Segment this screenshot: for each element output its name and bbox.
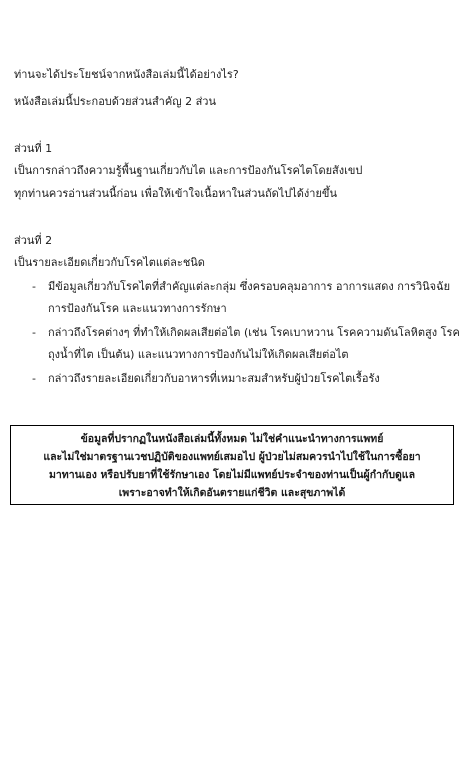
bullet-text: กล่าวถึงโรคต่างๆ ที่ทำให้เกิดผลเสียต่อไต (เช่น โรคเบาหวาน โรคความดันโลหิตสูง โรคถุงน้ำที่ไต เป็นต้น) และแนวทางการป้องกันไม่ให้เกิดผลเสียต่อไต <box>48 326 460 361</box>
part2-line1: เป็นรายละเอียดเกี่ยวกับโรคไตแต่ละชนิด <box>14 256 205 269</box>
bullet-text: มีข้อมูลเกี่ยวกับโรคไตที่สำคัญแต่ละกลุ่ม ซึ่งครอบคลุมอาการ อาการแสดง การวินิจฉัย การป้องกันโรค และแนวทางการรักษา <box>48 280 451 315</box>
disclaimer-box <box>10 425 454 505</box>
disclaimer-line: เพราะอาจทำให้เกิดอันตรายแก่ชีวิต และสุขภาพได้ <box>118 487 346 499</box>
bullet-dash: - <box>32 372 36 385</box>
part1-line1: เป็นการกล่าวถึงความรู้พื้นฐานเกี่ยวกับไต และการป้องกันโรคไตโดยสังเขป <box>14 164 363 177</box>
bullet-dash: - <box>32 326 36 339</box>
intro-question: ท่านจะได้ประโยชน์จากหนังสือเล่มนี้ได้อย่างไร? <box>14 68 239 81</box>
disclaimer-line: และไม่ใช่มาตรฐานเวชปฏิบัติของแพทย์เสมอไป ผู้ป่วยไม่สมควรนำไปใช้ในการซื้อยา <box>43 451 421 463</box>
part1-line2: ทุกท่านควรอ่านส่วนนี้ก่อน เพื่อให้เข้าใจเนื้อหาในส่วนถัดไปได้ง่ายขึ้น <box>14 187 337 200</box>
disclaimer-line: มาทานเอง หรือปรับยาที่ใช้รักษาเอง โดยไม่มีแพทย์ประจำของท่านเป็นผู้กำกับดูแล <box>48 469 416 481</box>
list-item <box>0 276 470 320</box>
part1-heading: ส่วนที่ 1 <box>14 142 53 155</box>
list-item <box>0 368 470 390</box>
bullet-dash: - <box>32 280 36 293</box>
part2-bullet-list <box>0 276 470 392</box>
bullet-text: กล่าวถึงรายละเอียดเกี่ยวกับอาหารที่เหมาะสมสำหรับผู้ป่วยโรคไตเรื้อรัง <box>48 372 380 385</box>
intro-composition: หนังสือเล่มนี้ประกอบด้วยส่วนสำคัญ 2 ส่วน <box>14 95 216 108</box>
disclaimer-line: ข้อมูลที่ปรากฏในหนังสือเล่มนี้ทั้งหมด ไม่ใช่คำแนะนำทางการแพทย์ <box>80 433 384 445</box>
list-item <box>0 322 470 366</box>
part2-heading: ส่วนที่ 2 <box>14 234 53 247</box>
